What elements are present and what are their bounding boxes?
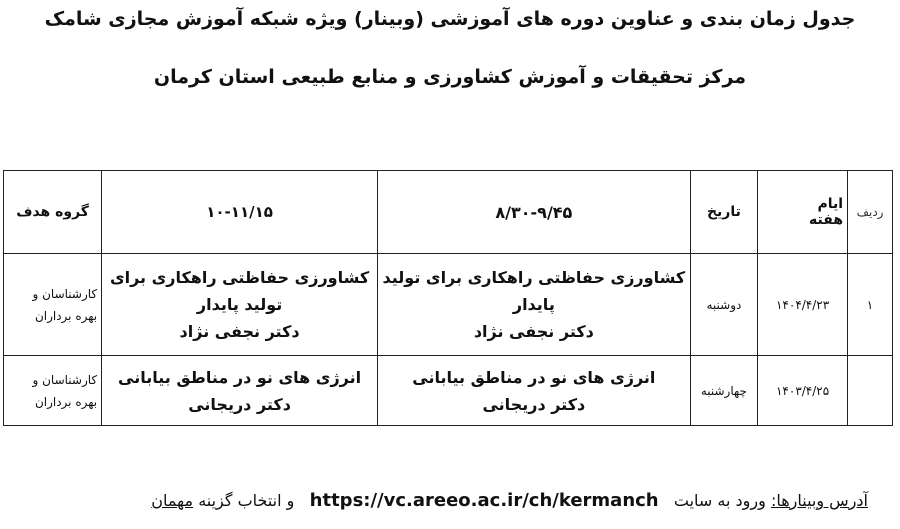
session-title-line: کشاورزی حفاظتی راهکاری برای تولید	[382, 268, 686, 287]
schedule-table	[3, 170, 893, 426]
address-label: آدرس وبینارها:	[770, 491, 868, 510]
header-date: تاریخ	[690, 171, 757, 254]
session-presenter: دکتر دریجانی	[482, 394, 586, 414]
row-number	[848, 356, 893, 426]
session-presenter: دکتر نجفی نژاد	[179, 322, 300, 341]
session-presenter: دکتر نجفی نژاد	[473, 322, 594, 341]
row-slot1-session	[378, 254, 691, 356]
header-week: هفته	[809, 212, 844, 228]
row-slot2-session	[102, 254, 378, 356]
document-subtitle: مرکز تحقیقات و آموزش کشاورزی و منابع طبیعی استان کرمان	[153, 66, 747, 88]
row-number: ۱	[848, 254, 893, 356]
session-title-line: کشاورزی حفاظتی راهکاری برای	[109, 268, 370, 287]
row-slot1-session	[378, 356, 691, 426]
header-day: ایام	[817, 196, 844, 212]
row-target-group	[4, 356, 102, 426]
header-slot2: ۱۰-۱۱/۱۵	[102, 171, 378, 254]
table-row	[4, 356, 893, 426]
row-date: ۱۴۰۳/۴/۲۵	[758, 356, 848, 426]
session-title-line: تولید پایدار	[196, 295, 283, 314]
header-target: گروه هدف	[4, 171, 102, 254]
webinar-url-link[interactable]: https://vc.areeo.ac.ir/ch/kermanch	[309, 490, 659, 511]
row-date: ۱۴۰۴/۴/۲۳	[758, 254, 848, 356]
row-day: چهارشنبه	[690, 356, 757, 426]
table-row	[4, 254, 893, 356]
row-target-group	[4, 254, 102, 356]
target-line: کارشناسان و	[32, 372, 98, 387]
target-line: بهره برداران	[34, 394, 98, 409]
header-radif: ردیف	[848, 171, 893, 254]
target-line: کارشناسان و	[32, 286, 98, 301]
header-day-week	[758, 171, 848, 254]
session-title-line: انرژی های نو در مناطق بیابانی	[118, 367, 362, 387]
header-slot1: ۸/۳۰-۹/۴۵	[378, 171, 691, 254]
row-slot2-session	[102, 356, 378, 426]
row-day: دوشنبه	[690, 254, 757, 356]
address-text-after: و انتخاب گزینه	[198, 491, 295, 510]
session-title-line: انرژی های نو در مناطق بیابانی	[412, 367, 656, 387]
session-title-line: پایدار	[512, 295, 555, 314]
guest-option: مهمان	[151, 491, 194, 510]
target-line: بهره برداران	[34, 308, 98, 323]
address-text-before: ورود به سایت	[673, 491, 766, 510]
document-title: جدول زمان بندی و عناوین دوره های آموزشی (وبینار) ویژه شبکه آموزش مجازی شامک	[44, 8, 856, 30]
table-header-row	[4, 171, 893, 254]
session-presenter: دکتر دریجانی	[188, 394, 291, 414]
webinar-address-line	[151, 490, 868, 511]
